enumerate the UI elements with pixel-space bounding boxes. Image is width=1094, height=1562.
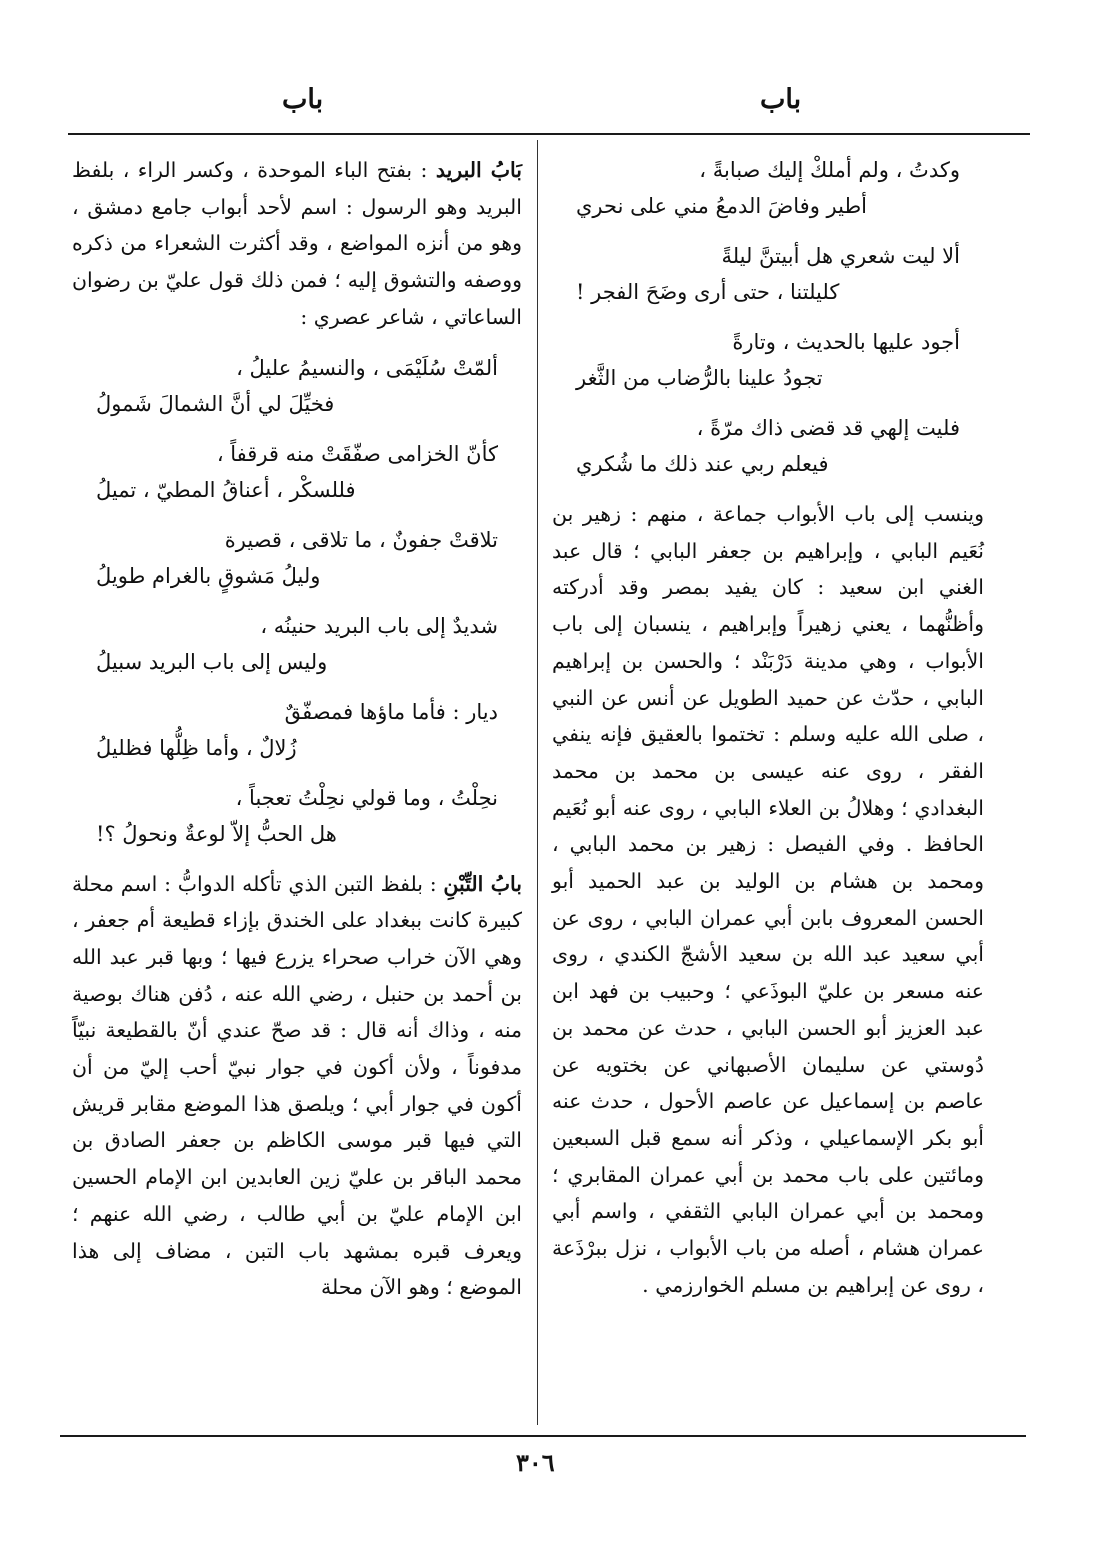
header-rule [68,133,1030,135]
hemistich: ألمّتْ سُلَيْمَى ، والنسيمُ عليلُ ، [236,355,498,380]
verse [552,410,984,482]
hemistich: فخيِّلَ لي أنَّ الشمالَ شَمولُ [96,391,335,416]
hemistich: شديدٌ إلى باب البريد حنينُه ، [260,613,498,638]
hemistich: تجودُ علينا بالرُّضاب من الثَّغر [576,366,823,390]
verse [72,436,522,508]
hemistich: فيعلم ربي عند ذلك ما شُكري [576,452,829,476]
hemistich: نحِلْتُ ، وما قولي نحِلْتُ تعجباً ، [235,785,498,810]
prose-paragraph: وينسب إلى باب الأبواب جماعة ، منهم : زهير بن نُعَيم البابي ، وإبراهيم بن جعفر البابي ؛ قال عبد الغني ابن سعيد : كان يفيد بمصر وقد أدركته وأظنُّهما ، يعني زهيراً وإبراهيم ، ينسبان إلى باب الأبواب ، وهي مدينة دَرْبَنْد ؛ والحسن بن إبراهيم البابي ، حدّث عن حميد الطويل عن أنس عن النبي ، صلى الله عليه وسلم : تختموا بالعقيق فإنه ينفي الفقر ، روى عنه عيسى بن محمد بن محمد البغدادي ؛ وهلالُ بن العلاء البابي ، روى عنه أبو نُعَيم الحافظ . وفي الفيصل : زهير بن محمد البابي ، ومحمد بن هشام بن الوليد بن عبد الحميد أبو الحسن المعروف بابن أبي عمران البابي ، روى عن أبي سعيد عبد الله بن سعيد الأشجّ الكندي ، روى عنه مسعر بن عليّ البوذَعي ؛ وحبيب بن فهد ابن عبد العزيز أبو الحسن البابي ، حدث عن محمد بن دُوستي عن سليمان الأصبهاني عن بختويه عن عاصم بن إسماعيل عن عاصم الأحول ، حدث عنه أبو بكر الإسماعيلي ، وذكر أنه سمع قبل السبعين ومائتين على باب محمد بن أبي عمران المقابري ؛ ومحمد بن أبي عمران البابي الثقفي ، واسم أبي عمران هشام ، أصله من باب الأبواب ، نزل ببرْذَعة ، روى عن إبراهيم بن مسلم الخوارزمي . [552,502,984,1297]
entry-heading: بَابُ البريد [435,158,522,182]
hemistich: فليت إلهي قد قضى ذاك مرّةً ، [696,416,960,440]
verse [552,324,984,396]
hemistich: فللسكْر ، أعناقُ المطيّ ، تميلُ [96,477,356,502]
entry-text: : بلفظ التبن الذي تأكله الدوابُّ : اسم محلة كبيرة كانت ببغداد على الخندق بإزاء قطيعة أم جعفر ، وهي الآن خراب صحراء يزرع فيها ؛ وبها قبر عبد الله بن أحمد بن حنبل ، رضي الله عنه ، دُفن هناك بوصية منه ، وذاك أنه قال : قد صحّ عندي أنّ بالقطيعة نبيّاً مدفوناً ، ولأن أكون في جوار نبيّ أحب إليّ من أن أكون في جوار أبي ؛ ويلصق هذا الموضع مقابر قريش التي فيها قبر موسى الكاظم بن جعفر الصادق بن محمد الباقر بن عليّ زين العابدين ابن الإمام الحسين ابن الإمام عليّ بن أبي طالب ، رضي الله عنهم ؛ ويعرف قبره بمشهد باب التبن ، مضاف إلى هذا الموضع ؛ وهو الآن محلة [72,871,522,1300]
verse [72,780,522,852]
hemistich: هل الحبُّ إلاّ لوعةٌ ونحولُ ؟! [96,821,337,846]
hemistich: وليس إلى باب البريد سبيلُ [96,649,328,674]
hemistich: تلاقتْ جفونٌ ، ما تلاقى ، قصيرة [224,527,498,552]
verse [72,608,522,680]
running-header-right: باب [760,84,802,115]
right-column [552,152,984,1317]
hemistich: أجود عليها بالحديث ، وتارةً [732,330,960,354]
column-divider [537,140,538,1425]
verse [552,152,984,224]
hemistich: كأنّ الخزامى صفّقَتْ منه قرقفاً ، [216,441,498,466]
verse [552,238,984,310]
verse [72,350,522,422]
entry-bab-at-tibn [72,866,522,1306]
left-column [72,152,522,1320]
footer-rule [60,1435,1026,1437]
entry-bab-al-barid [72,152,522,336]
hemistich: كليلتنا ، حتى أرى وضَحَ الفجر ! [576,280,840,304]
hemistich: زُلالٌ ، وأما ظِلُّها فظليلُ [96,735,297,760]
running-header-left: باب [282,84,324,115]
page-number: ٣٠٦ [516,1448,555,1477]
entry-text: : بفتح الباء الموحدة ، وكسر الراء ، بلفظ البريد وهو الرسول : اسم لأحد أبواب جامع دمشق ، وهو من أنزه المواضع ، وقد أكثرت الشعراء من ذكره ووصفه والتشوق إليه ؛ فمن ذلك قول عليّ بن رضوان الساعاتي ، شاعر عصري : [72,158,522,329]
hemistich: أطير وفاضَ الدمعُ مني على نحري [576,194,867,218]
hemistich: وليلُ مَشوقٍ بالغرام طويلُ [96,563,321,588]
hemistich: ديار : فأما ماؤها فمصفّقٌ [284,699,498,724]
entry-heading: بابُ التِّبْنِ [443,871,522,896]
hemistich: ألا ليت شعري هل أبيتنَّ ليلةً [721,244,960,268]
verse [72,522,522,594]
verse [72,694,522,766]
hemistich: وكدتُ ، ولم أملكْ إليك صبابةً ، [699,158,960,182]
